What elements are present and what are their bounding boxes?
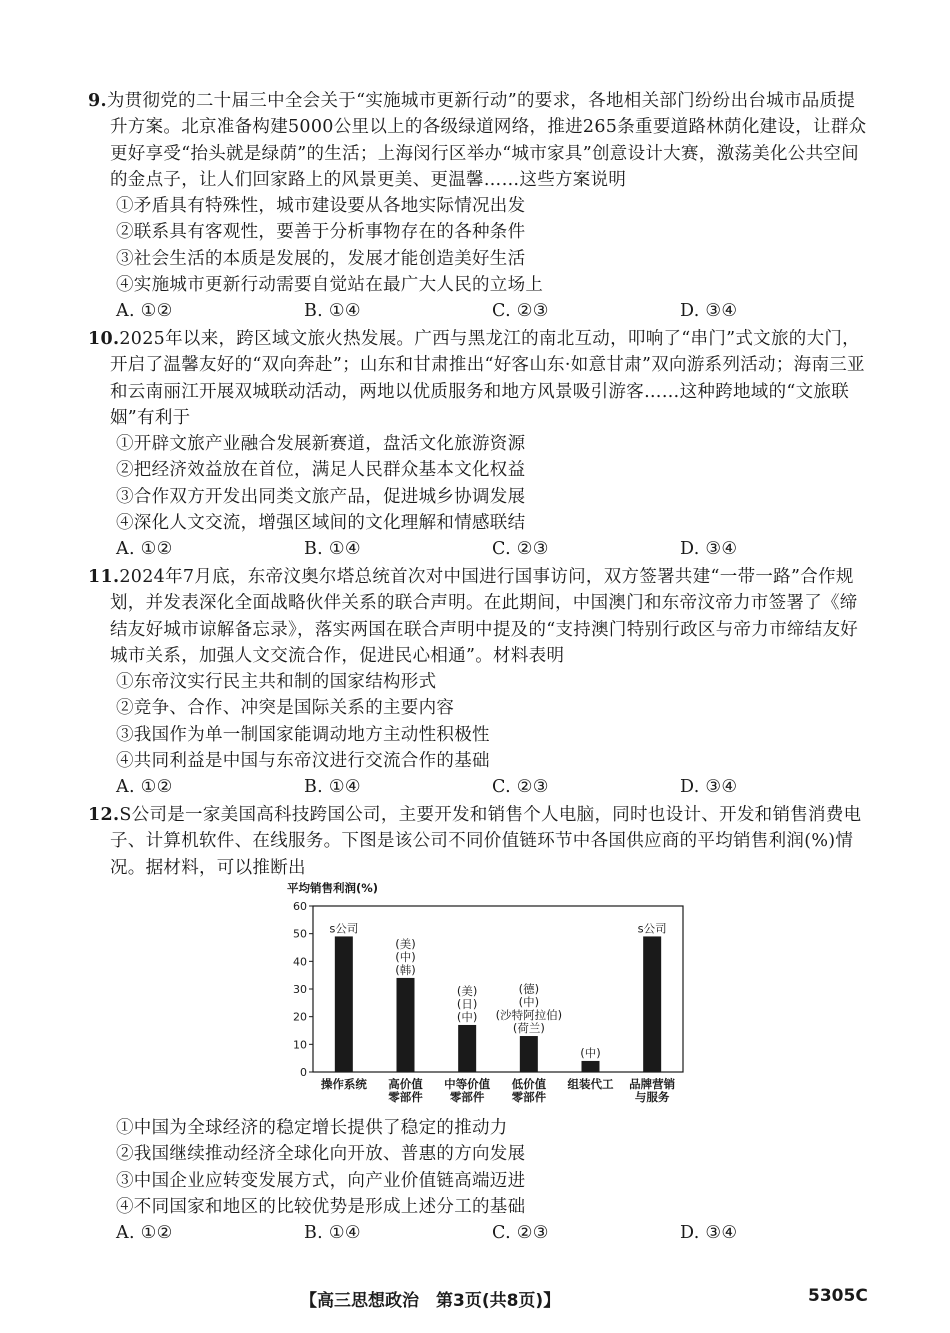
bar-data-label: s公司	[637, 921, 667, 936]
choice-a[interactable]: A. ①②	[116, 301, 173, 322]
bar-data-label: (中)	[518, 995, 540, 1010]
x-tick-label: 零部件	[388, 1090, 423, 1104]
x-tick-label: 中等价值	[444, 1077, 491, 1091]
bar-data-label: (中)	[395, 949, 416, 964]
question-number: 9.	[88, 91, 107, 111]
bar	[397, 978, 415, 1072]
choice-b[interactable]: B. ①④	[304, 301, 361, 322]
option-3: ③社会生活的本质是发展的，发展才能创造美好生活	[116, 248, 526, 269]
bar-data-label: (沙特阿拉伯)	[495, 1008, 563, 1023]
answer-choices	[116, 774, 868, 800]
y-tick-label: 0	[300, 1066, 307, 1079]
option-4: ④实施城市更新行动需要自觉站在最广大人民的立场上	[116, 275, 544, 296]
option-1: ①中国为全球经济的稳定增长提供了稳定的推动力	[116, 1118, 508, 1138]
question-11	[88, 564, 868, 801]
question-number: 10.	[88, 329, 120, 349]
choice-a[interactable]: A. ①②	[116, 777, 173, 798]
bar	[582, 1061, 600, 1072]
y-tick-label: 50	[293, 927, 307, 941]
option-1: ①矛盾具有特殊性，城市建设要从各地实际情况出发	[116, 196, 526, 217]
question-stem: 2024年7月底，东帝汶奥尔塔总统首次对中国进行国事访问，双方签署共建“一带一路”合作规划，并发表深化全面战略伙伴关系的联合声明。在此期间，中国澳门和东帝汶帝力市签署了《缔结友好城市谅解备忘录》，落实两国在联合声明中提及的“支持澳门特别行政区与帝力市缔结友好城市关系，加强人文交流合作，促进民心相通”。材料表明	[110, 567, 859, 666]
y-tick-label: 60	[293, 900, 307, 913]
x-tick-label: 零部件	[449, 1090, 485, 1104]
option-2: ②竞争、合作、冲突是国际关系的主要内容	[116, 698, 455, 719]
question-number: 11.	[88, 567, 120, 587]
bar-data-label: (韩)	[395, 962, 416, 977]
choice-d[interactable]: D. ③④	[680, 539, 738, 560]
x-tick-label: 品牌营销	[629, 1077, 676, 1091]
choice-c[interactable]: C. ②③	[492, 777, 549, 798]
chart-svg	[285, 880, 685, 1115]
x-tick-label: 零部件	[511, 1090, 547, 1104]
x-tick-label: 高价值	[388, 1077, 423, 1091]
y-tick-label: 10	[293, 1038, 307, 1052]
option-2: ②联系具有客观性，要善于分析事物存在的各种条件	[116, 222, 526, 243]
choice-d[interactable]: D. ③④	[680, 301, 738, 322]
option-1: ①东帝汶实行民主共和制的国家结构形式	[116, 672, 437, 693]
option-4: ④共同利益是中国与东帝汶进行交流合作的基础	[116, 751, 490, 772]
bar	[643, 936, 661, 1072]
bar-data-label: (德)	[518, 982, 540, 997]
bar-data-label: (中)	[580, 1045, 601, 1060]
choice-b[interactable]: B. ①④	[304, 1223, 361, 1244]
question-stem: S公司是一家美国高科技跨国公司，主要开发和销售个人电脑，同时也设计、开发和销售消费电子、计算机软件、在线服务。下图是该公司不同价值链环节中各国供应商的平均销售利润(%)情况。据材料，可以推断出	[110, 805, 862, 878]
option-2: ②我国继续推动经济全球化向开放、普惠的方向发展	[116, 1144, 526, 1165]
bar-data-label: (中)	[456, 1009, 478, 1024]
option-3: ③中国企业应转变发展方式，向产业价值链高端迈进	[116, 1170, 526, 1191]
x-tick-label: 组装代工	[567, 1077, 614, 1091]
profit-bar-chart	[285, 880, 685, 1115]
bar-data-label: (美)	[456, 983, 478, 998]
bar-data-label: (日)	[456, 996, 478, 1011]
choice-b[interactable]: B. ①④	[304, 777, 361, 798]
bar	[458, 1025, 476, 1072]
x-tick-label: 与服务	[634, 1090, 670, 1104]
choice-c[interactable]: C. ②③	[492, 1223, 549, 1244]
choice-d[interactable]: D. ③④	[680, 1223, 738, 1244]
question-9	[88, 88, 868, 325]
question-12-options	[88, 1115, 868, 1246]
chart-ylabel: 平均销售利润(%)	[287, 881, 379, 895]
x-tick-label: 操作系统	[320, 1077, 367, 1091]
plot-frame	[313, 906, 683, 1072]
question-12	[88, 802, 868, 881]
page-footer-title: 【高三思想政治 第3页(共8页)】	[300, 1291, 561, 1311]
bar	[520, 1036, 538, 1072]
option-1: ①开辟文旅产业融合发展新赛道，盘活文化旅游资源	[116, 434, 526, 455]
x-tick-label: 低价值	[511, 1077, 547, 1091]
answer-choices	[116, 298, 868, 324]
question-10	[88, 326, 868, 563]
choice-a[interactable]: A. ①②	[116, 539, 173, 560]
y-tick-label: 40	[293, 955, 307, 969]
choice-c[interactable]: C. ②③	[492, 539, 549, 560]
choice-b[interactable]: B. ①④	[304, 539, 361, 560]
bar-data-label: (美)	[395, 936, 416, 951]
option-3: ③我国作为单一制国家能调动地方主动性积极性	[116, 724, 490, 745]
exam-code: 5305C	[808, 1286, 868, 1306]
choice-c[interactable]: C. ②③	[492, 301, 549, 322]
question-stem: 为贯彻党的二十届三中全会关于“实施城市更新行动”的要求，各地相关部门纷纷出台城市品质提升方案。北京准备构建5000公里以上的各级绿道网络，推进265条重要道路林荫化建设，让群众更好享受“抬头就是绿荫”的生活；上海闵行区举办“城市家具”创意设计大赛，激荡美化公共空间的金点子，让人们回家路上的风景更美、更温馨……这些方案说明	[106, 91, 867, 190]
y-tick-label: 30	[293, 983, 307, 996]
y-tick-label: 20	[293, 1010, 307, 1024]
question-stem: 2025年以来，跨区域文旅火热发展。广西与黑龙江的南北互动，叩响了“串门”式文旅的大门，开启了温馨友好的“双向奔赴”；山东和甘肃推出“好客山东·如意甘肃”双向游系列活动；海南三亚和云南丽江开展双城联动活动，两地以优质服务和地方风景吸引游客……这种跨地域的“文旅联姻”有利于	[110, 329, 865, 428]
bar-data-label: s公司	[329, 921, 359, 936]
option-3: ③合作双方开发出同类文旅产品，促进城乡协调发展	[116, 486, 526, 507]
bar	[335, 936, 353, 1072]
answer-choices	[116, 536, 868, 562]
option-2: ②把经济效益放在首位，满足人民群众基本文化权益	[116, 460, 526, 481]
question-number: 12.	[88, 805, 120, 825]
option-4: ④深化人文交流，增强区域间的文化理解和情感联结	[116, 513, 526, 534]
choice-d[interactable]: D. ③④	[680, 777, 738, 798]
choice-a[interactable]: A. ①②	[116, 1223, 173, 1244]
answer-choices	[116, 1220, 868, 1246]
bar-data-label: (荷兰)	[512, 1021, 545, 1036]
option-4: ④不同国家和地区的比较优势是形成上述分工的基础	[116, 1196, 526, 1217]
